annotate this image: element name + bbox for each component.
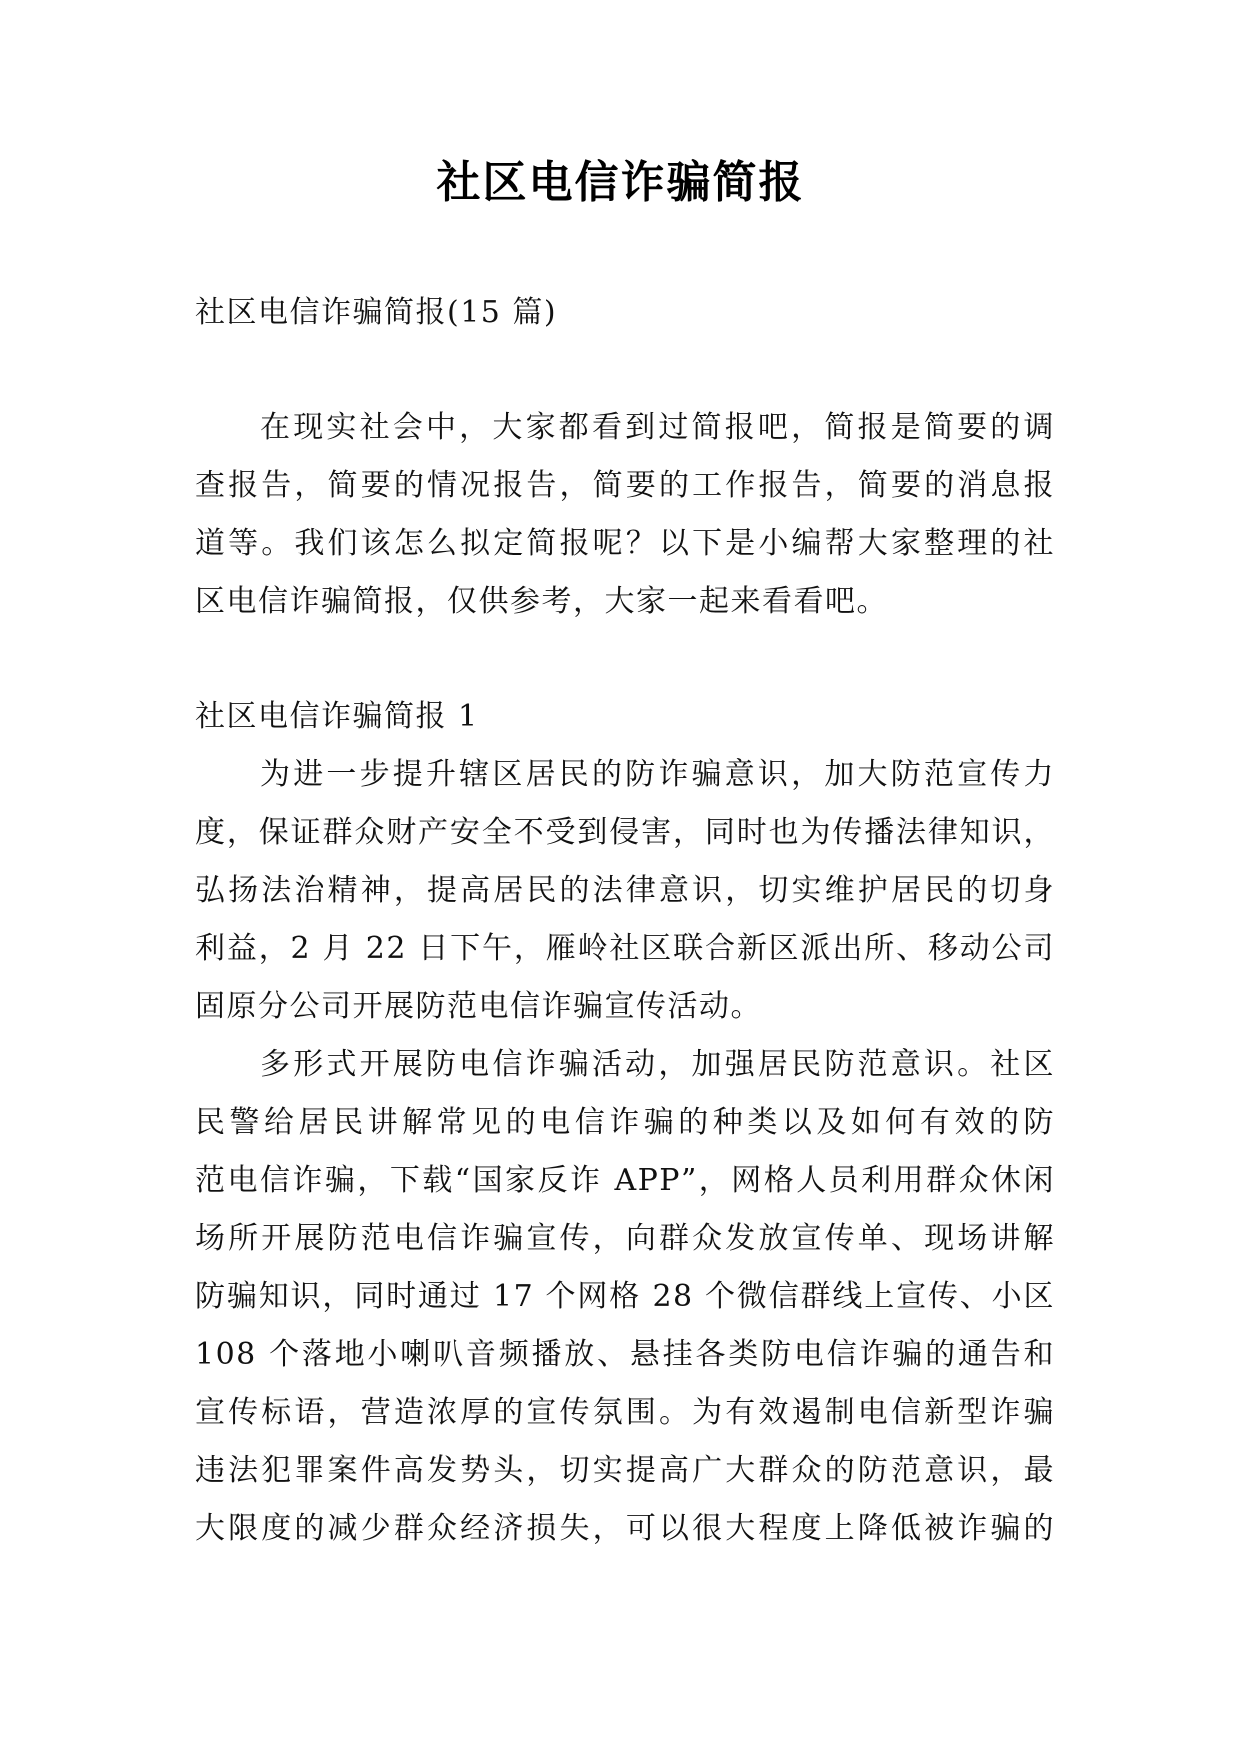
- intro-line: 道等。我们该怎么拟定简报呢？以下是小编帮大家整理的社: [195, 526, 1055, 561]
- paragraph-line: 度，保证群众财产安全不受到侵害，同时也为传播法律知识，: [195, 815, 1055, 850]
- intro-line: 区电信诈骗简报，仅供参考，大家一起来看看吧。: [195, 584, 888, 619]
- paragraph-line: 弘扬法治精神，提高居民的法律意识，切实维护居民的切身: [195, 873, 1055, 908]
- section-heading: 社区电信诈骗简报 1: [195, 699, 479, 734]
- paragraph-line: 范电信诈骗，下载“国家反诈 APP”，网格人员利用群众休闲: [195, 1163, 1055, 1198]
- paragraph-line: 宣传标语，营造浓厚的宣传氛围。为有效遏制电信新型诈骗: [195, 1395, 1055, 1430]
- paragraph-line: 利益，2 月 22 日下午，雁岭社区联合新区派出所、移动公司: [195, 931, 1055, 966]
- paragraph-line: 大限度的减少群众经济损失，可以很大程度上降低被诈骗的: [195, 1511, 1055, 1546]
- paragraph-line: 为进一步提升辖区居民的防诈骗意识，加大防范宣传力: [260, 757, 1055, 792]
- paragraph-line: 防骗知识，同时通过 17 个网格 28 个微信群线上宣传、小区: [195, 1279, 1055, 1314]
- intro-line: 查报告，简要的情况报告，简要的工作报告，简要的消息报: [195, 468, 1055, 503]
- paragraph-line: 多形式开展防电信诈骗活动，加强居民防范意识。社区: [260, 1047, 1055, 1082]
- paragraph-line: 场所开展防范电信诈骗宣传，向群众发放宣传单、现场讲解: [195, 1221, 1055, 1256]
- paragraph-line: 108 个落地小喇叭音频播放、悬挂各类防电信诈骗的通告和: [195, 1337, 1055, 1372]
- paragraph-line: 固原分公司开展防范电信诈骗宣传活动。: [195, 989, 762, 1024]
- intro-line: 在现实社会中，大家都看到过简报吧，简报是简要的调: [260, 410, 1055, 445]
- document-subtitle: 社区电信诈骗简报(15 篇): [195, 295, 558, 330]
- paragraph-line: 民警给居民讲解常见的电信诈骗的种类以及如何有效的防: [195, 1105, 1055, 1140]
- document-title: 社区电信诈骗简报: [436, 157, 805, 208]
- paragraph-line: 违法犯罪案件高发势头，切实提高广大群众的防范意识，最: [195, 1453, 1055, 1488]
